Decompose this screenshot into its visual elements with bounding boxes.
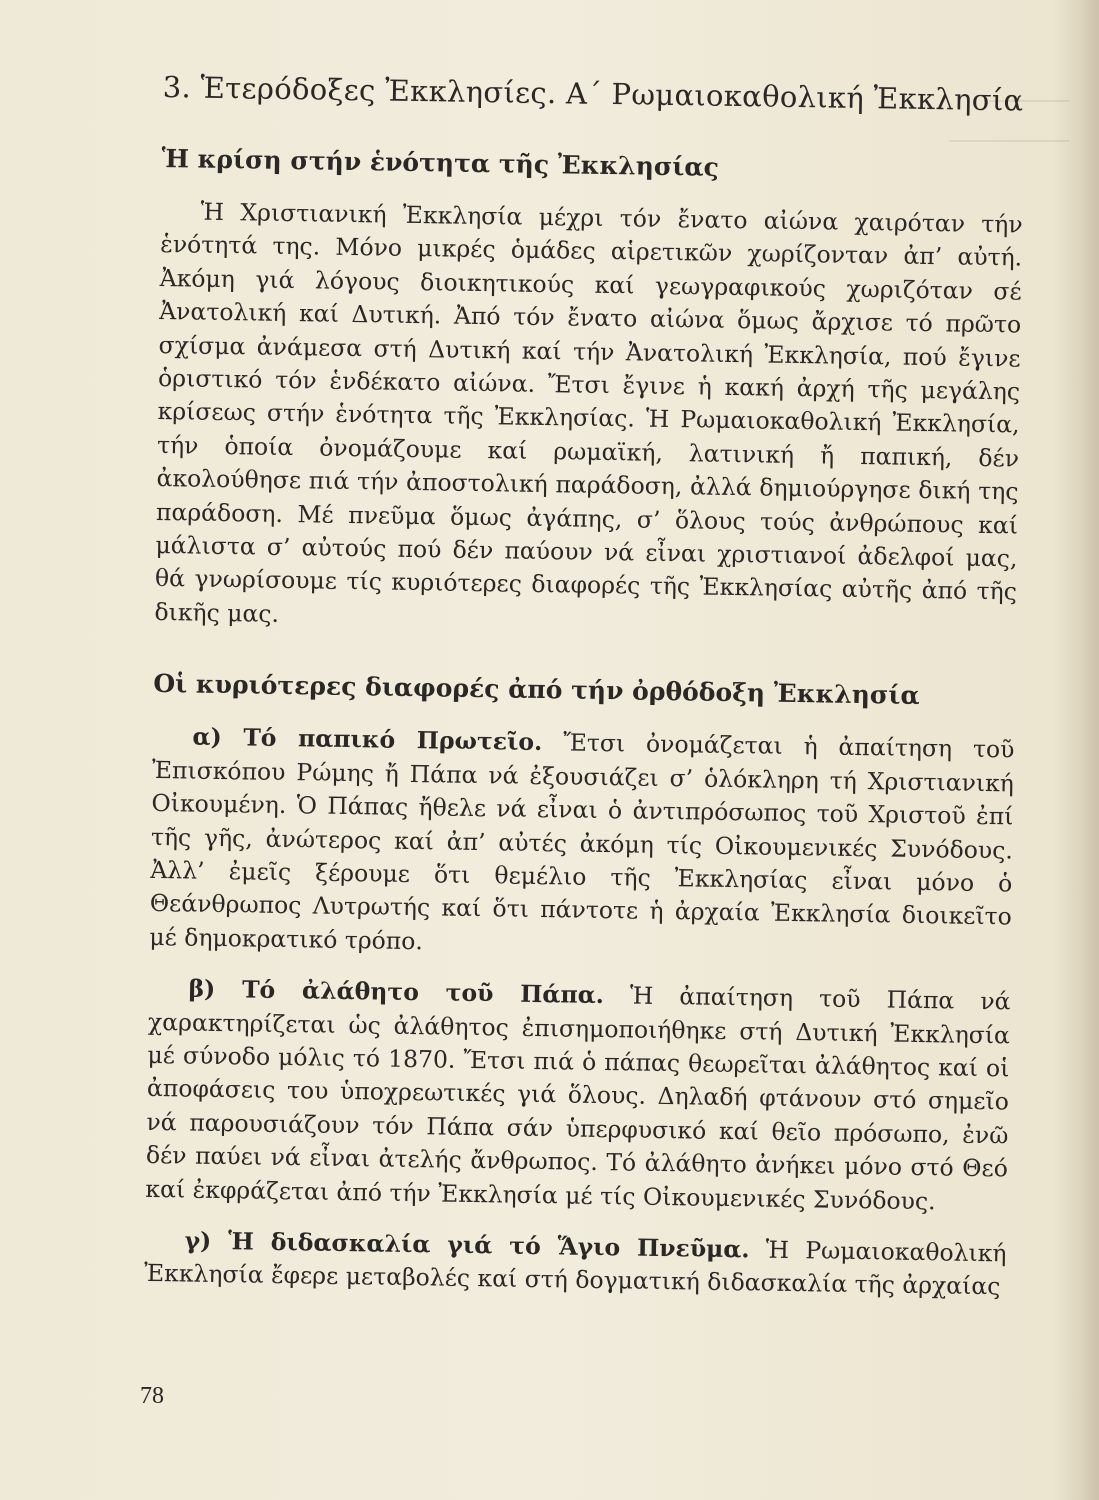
chapter-title: 3. Ἑτερόδοξες Ἐκκλησίες. Α΄ Ρωμαιοκαθολική Ἐκκλησία [162, 70, 1024, 118]
section-heading-differences: Οἱ κυριότερες διαφορές ἀπό τήν ὀρθόδοξη Ἐκκλησία [153, 669, 920, 711]
page-edge-shadow [1053, 0, 1099, 1500]
list-item-holy-spirit [144, 1224, 1007, 1304]
list-item-papal-infallibility [145, 972, 1011, 1219]
item-text: Ἔτσι ὀνομάζεται ἡ ἀπαίτηση τοῦ Ἐπισκόπου Ρώμης ἤ Πάπα νά ἐξουσιάζει σ’ ὁλόκληρη τή Χριστιανική Οἰκουμένη. Ὁ Πάπας ἤθελε νά εἶναι ὁ ἀντιπρόσωπος τοῦ Χριστοῦ ἐπί τῆς γῆς, ἀνώτερος καί ἀπ’ αὐτές ἀκόμη τίς Οἰκουμενικές Συνόδους. Ἀλλ’ ἐμεῖς ξέρουμε ὅτι θεμέλιο τῆς Ἐκκλησίας εἶναι μόνο ὁ Θεάνθρωπος Λυτρωτής καί ὅτι πάντοτε ἡ ἀρχαία Ἐκκλησία διοικεῖτο μέ δημοκρατικό τρόπο. [149, 728, 1015, 955]
list-item-papal-primacy [149, 720, 1015, 967]
item-text: Ἡ Ρωμαιοκαθολική Ἐκκλησία ἔφερε μεταβολές καί στή δογματική διδασκαλία τῆς ἀρχαίας [143, 1235, 1007, 1301]
page-number: 78 [140, 1383, 164, 1409]
item-lead: β) Τό ἀλάθητο τοῦ Πάπα. [188, 974, 605, 1010]
section-heading-crisis: Ἡ κρίση στήν ἑνότητα τῆς Ἐκκλησίας [161, 143, 720, 182]
paragraph-crisis: Ἡ Χριστιανική Ἐκκλησία μέχρι τόν ἔνατο αἰώνα χαιρόταν τήν ἑνότητά της. Μόνο μικρές ὁμάδες αἱρετικῶν χωρίζονταν ἀπ’ αὐτή. Ἀκόμη γιά λόγους διοικητικούς καί γεωγραφικούς χωριζόταν σέ Ἀνατολική καί Δυτική. Ἀπό τόν ἔνατο αἰώνα ὅμως ἄρχισε τό πρῶτο σχίσμα ἀνάμεσα στή Δυτική καί τήν Ἀνατολική Ἐκκλησία, πού ἔγινε ὁριστικό τόν ἑνδέκατο αἰώνα. Ἔτσι ἔγινε ἡ κακή ἀρχή τῆς μεγάλης κρίσεως στήν ἑνότητα τῆς Ἐκκλησίας. Ἡ Ρωμαιοκαθολική Ἐκκλησία, τήν ὁποία ὀνομάζουμε καί ρωμαϊκή, λατινική ἤ παπική, δέν ἀκολούθησε πιά τήν ἀποστολική παράδοση, ἀλλά δημιούργησε δική της παράδοση. Μέ πνεῦμα ὅμως ἀγάπης, σ’ ὅλους τούς ἀνθρώπους καί μάλιστα σ’ αὐτούς πού δέν παύουν νά εἶναι χριστιανοί ἀδελφοί μας, θά γνωρίσουμε τίς κυριότερες διαφορές τῆς Ἐκκλησίας αὐτῆς ἀπό τῆς δικῆς μας. [154, 197, 1023, 628]
page-content [144, 70, 1025, 1304]
item-lead: γ) Ἡ διδασκαλία γιά τό Ἅγιο Πνεῦμα. [184, 1226, 750, 1264]
item-text: Ἡ ἀπαίτηση τοῦ Πάπα νά χαρακτηρίζεται ὡς ἀλάθητος ἐπισημοποιήθηκε στή Δυτική Ἐκκλησία μέ σύνοδο μόλις τό 1870. Ἔτσι πιά ὁ πάπας θεωρεῖται ἀλάθητος καί οἱ ἀποφάσεις του ὑποχρεωτικές γιά ὅλους. Δηλαδή φτάνουν στό σημεῖο νά παρουσιάζουν τόν Πάπα σάν ὑπερφυσικό καί θεῖο πρόσωπο, ἐνῶ δέν παύει νά εἶναι ἀτελής ἄνθρωπος. Τό ἀλάθητο ἀνήκει μόνο στό Θεό καί ἐκφράζεται ἀπό τήν Ἐκκλησία μέ τίς Οἰκουμενικές Συνόδους. [145, 981, 1011, 1215]
item-lead: α) Τό παπικό Πρωτεῖο. [192, 722, 543, 757]
